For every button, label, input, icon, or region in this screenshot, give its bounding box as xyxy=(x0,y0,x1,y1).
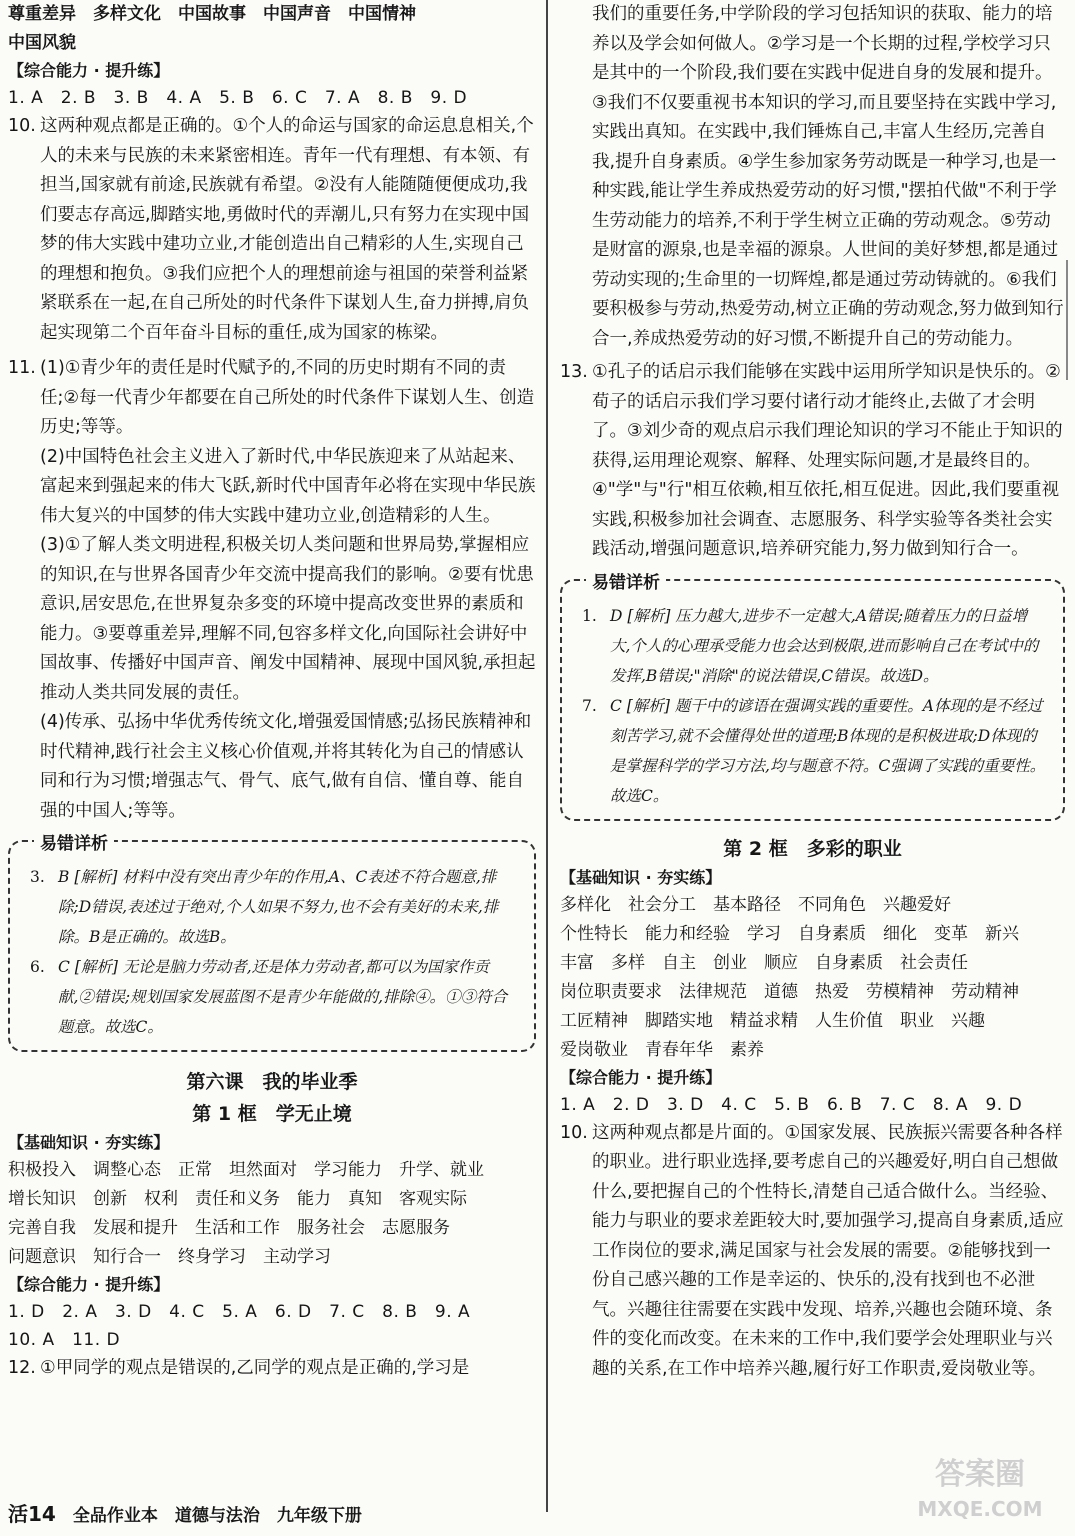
watermark-url: MXQE.COM xyxy=(917,1497,1043,1521)
section-heading: 【综合能力 · 提升练】 xyxy=(560,1067,722,1087)
section-heading: 【基础知识 · 夯实练】 xyxy=(560,867,722,887)
analysis-text: B [解析] 材料中没有突出青少年的作用,A、C表述不符合题意,排除;D错误,表述过于绝对,个人如果不努力,也不会有美好的未来,排除。B是正确的。故选B。 xyxy=(58,868,499,946)
question-13 xyxy=(560,358,1065,565)
analysis-text: C [解析] 无论是脑力劳动者,还是体力劳动者,都可以为国家作贡献,②错误;规划国家发展蓝图不是青少年能做的,排除④。①③符合题意。故选C。 xyxy=(58,958,508,1036)
question-answer: (1)①青少年的责任是时代赋予的,不同的历史时期有不同的责任;②每一代青少年都要在自己所处的时代条件下谋划人生、创造历史;等等。 xyxy=(40,358,535,437)
keywords-line: 问题意识 知行合一 终身学习 主动学习 xyxy=(8,1247,331,1267)
column-divider xyxy=(546,0,548,1512)
answer-line: 1. A 2. B 3. B 4. A 5. B 6. C 7. A 8. B 9. D xyxy=(8,88,468,108)
keywords-line: 爱岗敬业 青春年华 素养 xyxy=(560,1039,764,1060)
box-title: 易错详析 xyxy=(586,568,666,593)
question-10 xyxy=(560,1119,1065,1385)
keywords-line: 工匠精神 脚踏实地 精益求精 人生价值 职业 兴趣 xyxy=(560,1010,985,1031)
question-number: 12. xyxy=(8,1358,36,1378)
box-title: 易错详析 xyxy=(34,829,114,854)
item-number: 3. xyxy=(30,868,45,886)
page-footer xyxy=(8,1498,362,1527)
section-heading: 【综合能力 · 提升练】 xyxy=(8,61,170,80)
answer-line: 10. A 11. D xyxy=(8,1330,121,1350)
item-number: 6. xyxy=(30,958,45,976)
keywords-line: 尊重差异 多样文化 中国故事 中国声音 中国情神 xyxy=(8,4,416,24)
keywords-line: 岗位职责要求 法律规范 道德 热爱 劳模精神 劳动精神 xyxy=(560,981,1019,1002)
left-column xyxy=(8,0,536,1384)
analysis-item xyxy=(582,691,1047,811)
watermark-text: 答案圈 xyxy=(935,1457,1025,1492)
answer-part: (2)中国特色社会主义进入了新时代,中华民族迎来了从站起来、富起来到强起来的伟大飞跃,新时代中国青年必将在实现中华民族伟大复兴的中国梦的伟大实践中建功立业,创造精彩的人生。 xyxy=(40,446,536,526)
item-number: 1. xyxy=(582,606,597,625)
answer-line: 1. A 2. D 3. D 4. C 5. B 6. B 7. C 8. A 9. D xyxy=(560,1094,1023,1115)
keywords-line: 丰富 多样 自主 创业 顺应 自身素质 社会责任 xyxy=(560,952,968,973)
item-number: 7. xyxy=(582,696,597,715)
section-heading: 【基础知识 · 夯实练】 xyxy=(8,1133,170,1152)
analysis-text: D [解析] 压力越大,进步不一定越大,A错误;随着压力的日益增大,个人的心理承受能力也会达到极限,进而影响自己在考试中的发挥,B错误;"消除"的说法错误,C错误。故选D。 xyxy=(610,606,1039,685)
keywords-line: 多样化 社会分工 基本路径 不同角色 兴趣爱好 xyxy=(560,894,951,915)
keywords-line: 个性特长 能力和经验 学习 自身素质 细化 变革 新兴 xyxy=(560,923,1019,944)
frame-title: 第 1 框 学无止境 xyxy=(192,1103,352,1125)
analysis-item xyxy=(30,862,518,952)
right-column xyxy=(560,0,1065,1384)
watermark-logo xyxy=(900,1458,1060,1528)
answer-part: (4)传承、弘扬中华优秀传统文化,增强爱国情感;弘扬民族精神和时代精神,践行社会主义核心价值观,并将其转化为自己的情感认同和行为习惯;增强志气、骨气、底气,做有自信、懂自尊、能自强的中国人;等等。 xyxy=(40,712,532,821)
question-number: 11. xyxy=(8,358,36,378)
page-number: 活14 xyxy=(8,1502,56,1526)
answer-part: (3)①了解人类文明进程,积极关切人类问题和世界局势,掌握相应的知识,在与世界各国青少年交流中提高我们的影响。②要有忧患意识,居安思危,在世界复杂多变的环境中提高改变世界的素质和能力。③要尊重差异,理解不同,包容多样文化,向国际社会讲好中国故事、传播好中国声音、阐发中国精神、展现中国风貌,承担起推动人类共同发展的责任。 xyxy=(40,535,536,703)
keywords-line: 增长知识 创新 权利 责任和义务 能力 真知 客观实际 xyxy=(8,1189,467,1209)
question-number: 10. xyxy=(8,116,36,136)
keywords-line: 完善自我 发展和提升 生活和工作 服务社会 志愿服务 xyxy=(8,1218,450,1238)
analysis-item xyxy=(582,601,1047,691)
question-number: 10. xyxy=(560,1122,588,1143)
question-answer: 这两种观点都是正确的。①个人的命运与国家的命运息息相关,个人的未来与民族的未来紧密相连。青年一代有理想、有本领、有担当,国家就有前途,民族就有希望。②没有人能随随便便成功,我们要志存高远,脚踏实地,勇做时代的弄潮儿,只有努力在实现中国梦的伟大实践中建功立业,才能创造出自己精彩的人生,实现自己的理想和抱负。③我们应把个人的理想前途与祖国的荣誉利益紧紧联系在一起,在自己所处的时代条件下谋划人生,奋力拼搏,肩负起实现第二个百年奋斗目标的重任,成为国家的栋梁。 xyxy=(40,116,534,343)
question-number: 13. xyxy=(560,362,588,382)
answer-line: 1. D 2. A 3. D 4. C 5. A 6. D 7. C 8. B 9. A xyxy=(8,1302,471,1322)
book-title: 全品作业本 道德与法治 九年级下册 xyxy=(72,1506,362,1526)
question-12 xyxy=(8,1354,536,1384)
edge-mark xyxy=(1066,260,1068,380)
section-heading: 【综合能力 · 提升练】 xyxy=(8,1275,170,1294)
keywords-line: 中国风貌 xyxy=(8,33,76,53)
question-10 xyxy=(8,112,536,348)
question-11 xyxy=(8,354,536,443)
question-answer: 这两种观点都是片面的。①国家发展、民族振兴需要各种各样的职业。进行职业选择,要考虑自己的兴趣爱好,明白自己想做什么,要把握自己的个性特长,清楚自己适合做什么。当经验、能力与职业的要求差距较大时,要加强学习,提高自身素质,适应工作岗位的要求,满足国家与社会发展的需要。②能够找到一份自己感兴趣的工作是幸运的、快乐的,没有找到也不必泄气。兴趣往往需要在实践中发现、培养,兴趣也会随环境、条件的变化而改变。在未来的工作中,我们要学会处理职业与兴趣的关系,在工作中培养兴趣,履行好工作职责,爱岗敬业等。 xyxy=(592,1122,1064,1379)
question-answer: ①孔子的话启示我们能够在实践中运用所学知识是快乐的。②荀子的话启示我们学习要付诸行动才能终止,去做了才会明了。③刘少奇的观点启示我们理论知识的学习不能止于知识的获得,运用理论观察、解释、处理实际问题,才是最终目的。④"学"与"行"相互依赖,相互依托,相互促进。因此,我们要重视实践,积极参加社会调查、志愿服务、科学实验等各类社会实践活动,增强问题意识,培养研究能力,努力做到知行合一。 xyxy=(592,362,1063,559)
error-analysis-box xyxy=(8,834,536,1052)
answer-continuation: 我们的重要任务,中学阶段的学习包括知识的获取、能力的培养以及学会如何做人。②学习是一个长期的过程,学校学习只是其中的一个阶段,我们要在实践中促进自身的发展和提升。③我们不仅要重视书本知识的学习,而且要坚持在实践中学习,实践出真知。在实践中,我们锤炼自己,丰富人生经历,完善自我,提升自身素质。④学生参加家务劳动既是一种学习,也是一种实践,能让学生养成热爱劳动的好习惯,"摆拍代做"不利于学生劳动能力的培养,不利于学生树立正确的劳动观念。⑤劳动是财富的源泉,也是幸福的源泉。人世间的美好梦想,都是通过劳动实现的;生命里的一切辉煌,都是通过劳动铸就的。⑥我们要积极参与劳动,热爱劳动,树立正确的劳动观念,努力做到知行合一,养成热爱劳动的好习惯,不断提升自己的劳动能力。 xyxy=(592,4,1064,349)
analysis-item xyxy=(30,952,518,1042)
keywords-line: 积极投入 调整心态 正常 坦然面对 学习能力 升学、就业 xyxy=(8,1160,484,1180)
frame-title: 第 2 框 多彩的职业 xyxy=(723,837,902,860)
lesson-title: 第六课 我的毕业季 xyxy=(186,1071,358,1093)
analysis-text: C [解析] 题干中的谚语在强调实践的重要性。A体现的是不经过刻苦学习,就不会懂得处世的道理;B体现的是积极进取;D体现的是掌握科学的学习方法,均与题意不符。C强调了实践的重要性。故选C。 xyxy=(610,696,1046,805)
question-answer: ①甲同学的观点是错误的,乙同学的观点是正确的,学习是 xyxy=(40,1358,470,1378)
error-analysis-box xyxy=(560,572,1065,821)
